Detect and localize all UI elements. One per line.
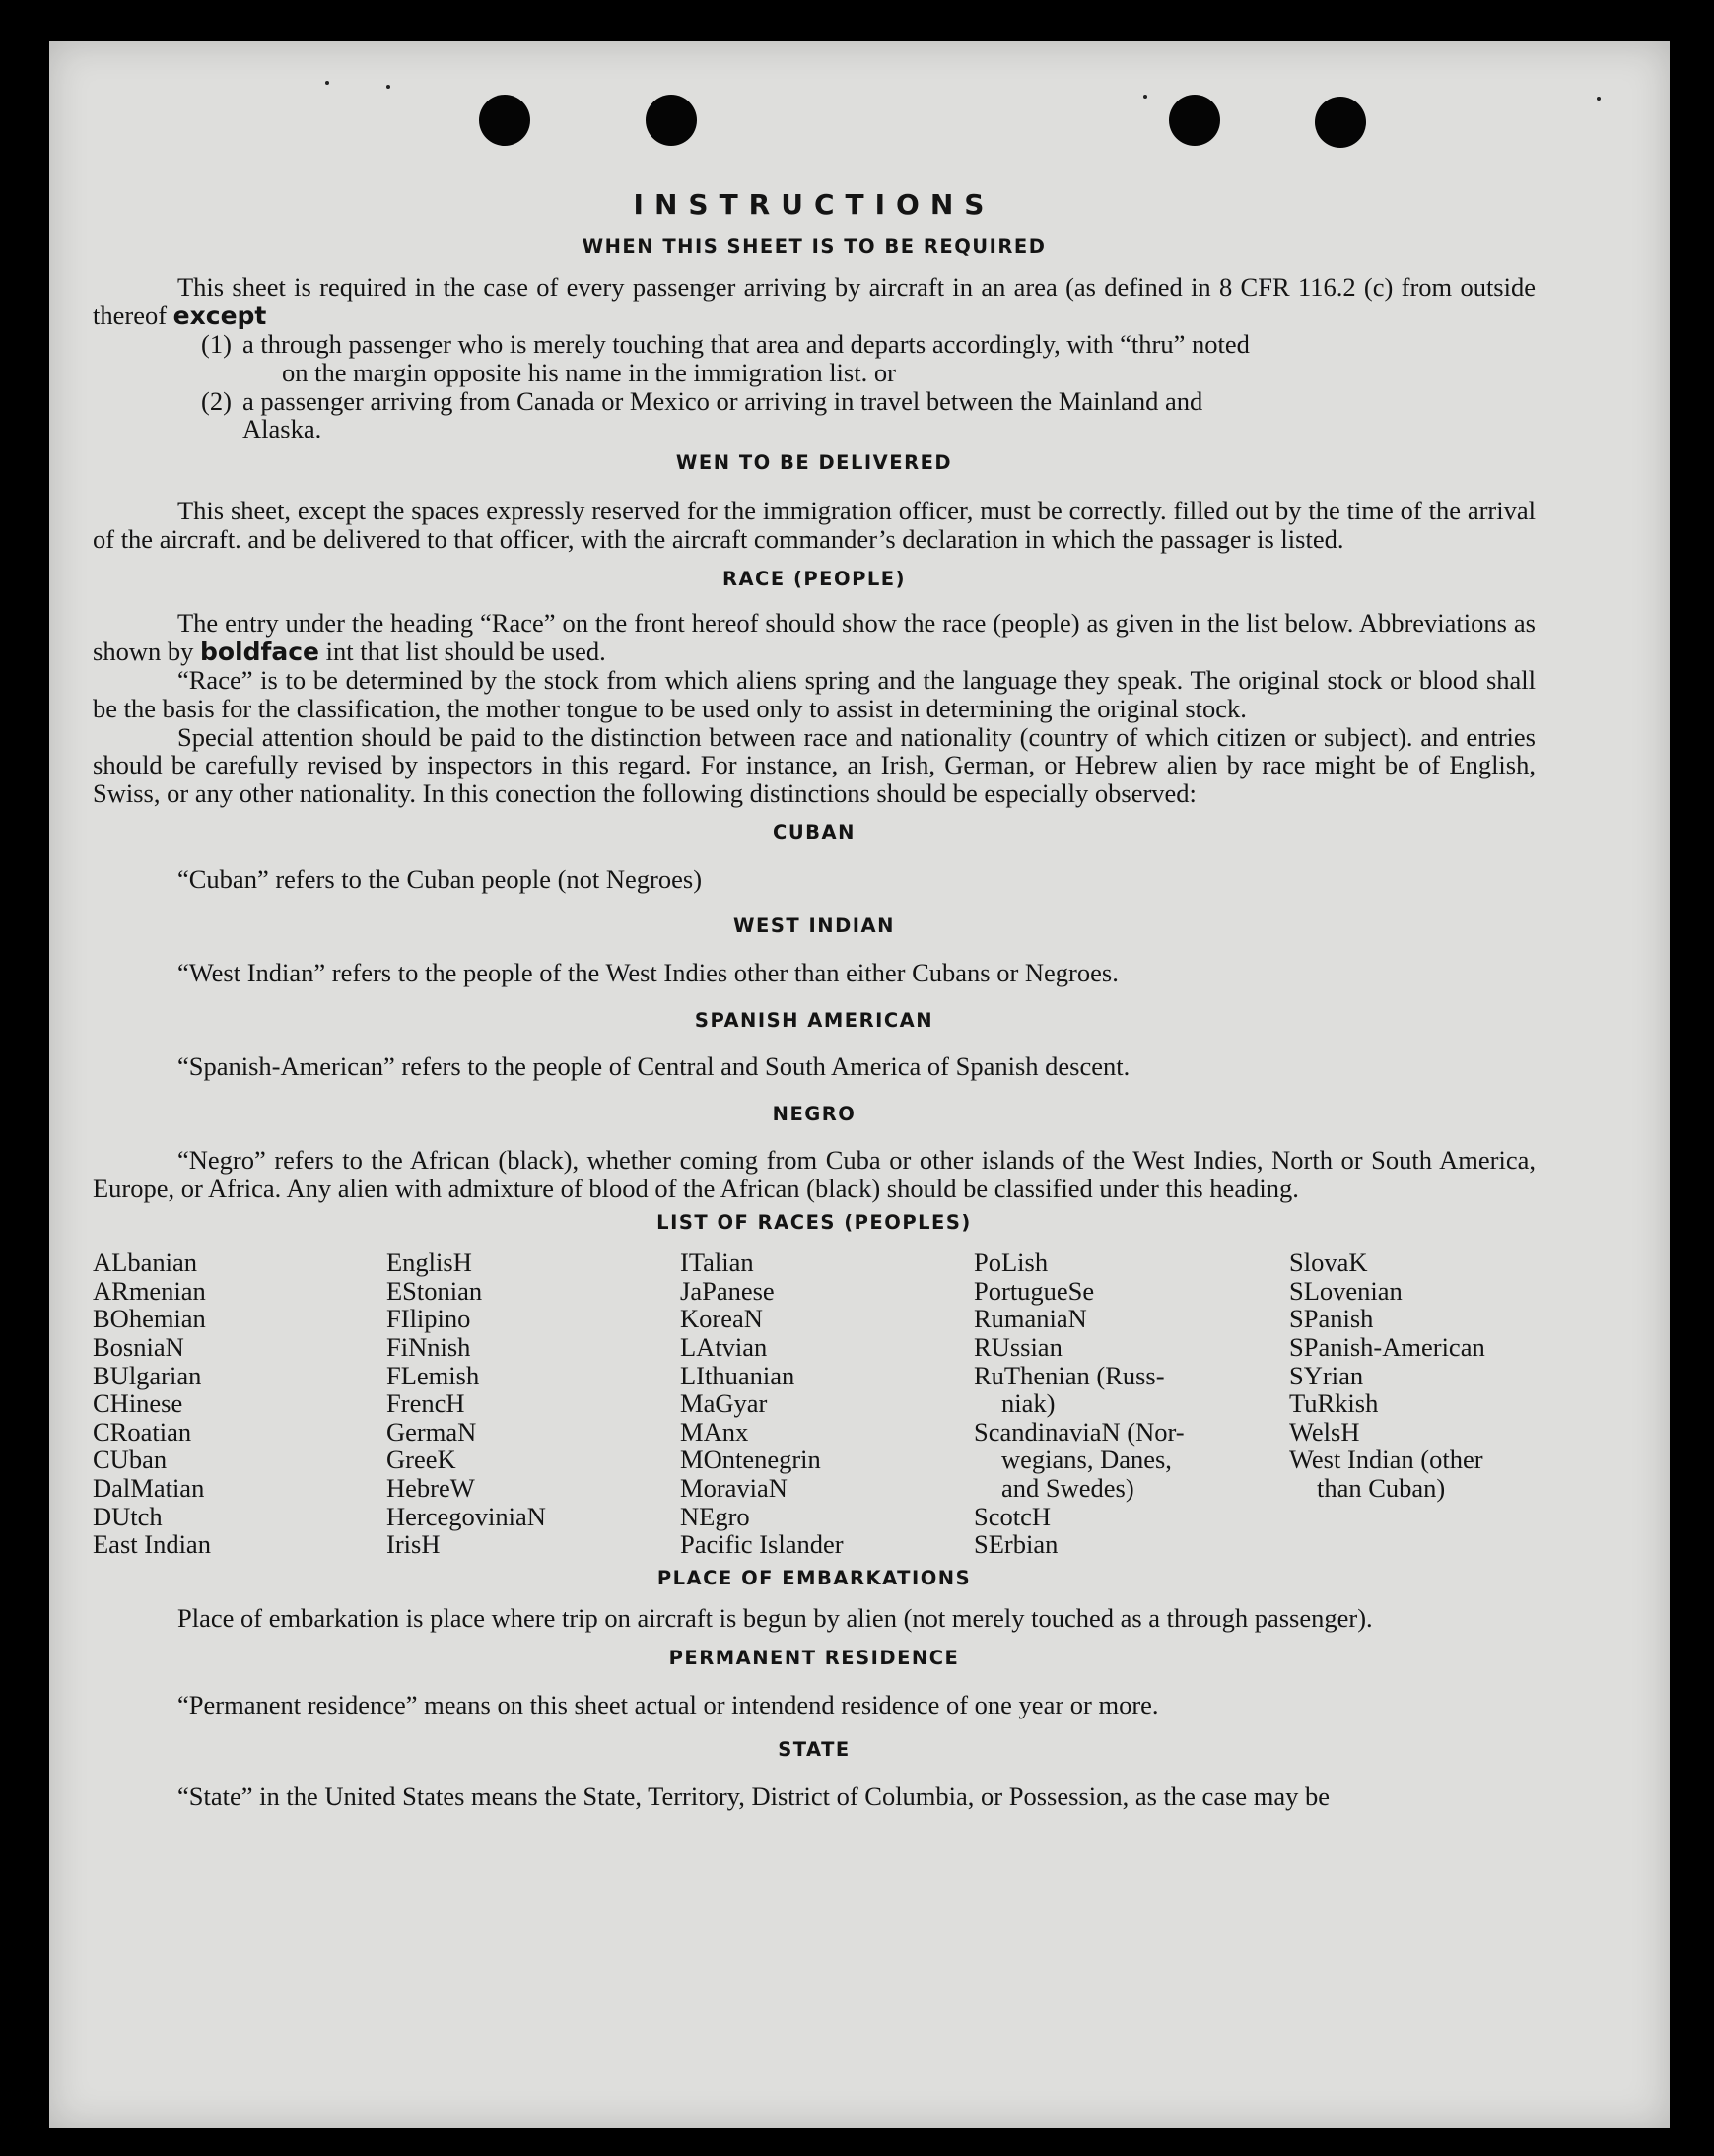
paragraph-west-indian: “West Indian” refers to the people of the West Indies other than either Cubans or Negroes. [177,958,1119,988]
race-item: TuRkish [1289,1388,1379,1419]
race-item: FrencH [386,1388,465,1419]
document-page [49,41,1670,2128]
race-item: HercegoviniaN [386,1501,546,1531]
races-list [93,1248,1536,1559]
races-column-4 [974,1248,1289,1559]
race-item: RumaniaN [974,1304,1087,1334]
race-item: BUlgarian [93,1360,202,1390]
race-item: and Swedes) [1001,1472,1134,1503]
races-column-2 [386,1248,680,1559]
race-item: FLemish [386,1360,480,1390]
race-item: HebreW [386,1472,475,1503]
race-item: MaGyar [680,1388,768,1419]
paragraph-race-2: “Race” is to be determined by the stock from which aliens spring and the language they speak. The original stock or blood shall be the basis for the classification, the mother tongue to be used only to assist in determining the original stock. [93,665,1536,723]
race-item: FIlipino [386,1304,471,1334]
race-item: MoraviaN [680,1472,788,1503]
paragraph-negro: “Negro” refers to the African (black), whether coming from Cuba or other islands of the West Indies, North or South America, Europe, or Africa. Any alien with admixture of blood of the African (black) should be classified under this heading. [93,1145,1536,1204]
paragraph-state: “State” in the United States means the State, Territory, District of Columbia, or Possession, as the case may be [177,1781,1331,1811]
race-item: PoLish [974,1247,1049,1278]
race-item: East Indian [93,1529,211,1560]
section-heading-negro: NEGRO [772,1102,857,1125]
race-item: GreeK [386,1445,456,1475]
section-heading-cuban: CUBAN [773,821,856,844]
section-heading-list-of-races: LIST OF RACES (PEOPLES) [656,1210,972,1234]
list-item-2: (2) a passenger arriving from Canada or Mexico or arriving in travel between the Mainland and Alaska. [201,385,1203,444]
race-item: BosniaN [93,1332,184,1362]
races-column-1 [93,1248,386,1559]
paragraph-cuban: “Cuban” refers to the Cuban people (not Negroes) [177,863,703,894]
section-heading-spanish-american: SPANISH AMERICAN [694,1008,934,1032]
race-item: DUtch [93,1501,163,1531]
race-item: ARmenian [93,1275,206,1306]
races-column-3 [680,1248,974,1559]
race-item: NEgro [680,1501,750,1531]
race-item: Pacific Islander [680,1529,844,1560]
paragraph-delivered: This sheet, except the spaces expressly reserved for the immigration officer, must be correctly. filled out by the time of the arrival of the aircraft. and be delivered to that officer, with the aircraft commander’s declaration in which the passager is listed. [93,496,1536,554]
paragraph-required: This sheet is required in the case of every passenger arriving by aircraft in an area (as defined in 8 CFR 116.2 (c) from outside thereof except [93,272,1536,330]
race-item: IrisH [386,1529,441,1560]
section-heading-delivered: WEN TO BE DELIVERED [675,450,953,474]
race-item: ALbanian [93,1247,197,1278]
section-heading-race: RACE (PEOPLE) [721,567,907,590]
race-item: LIthuanian [680,1360,795,1390]
race-item: JaPanese [680,1275,775,1306]
punch-hole [1169,95,1220,146]
paragraph-residence: “Permanent residence” means on this sheet actual or intendend residence of one year or more. [177,1689,1159,1719]
speck [1597,97,1601,101]
list-item-1: (1) a through passenger who is merely touching that area and departs accordingly, with “thru” noted on the margin opposite his name in the immigration list. or [201,329,1250,387]
race-item: WelsH [1289,1416,1360,1447]
race-item: RUssian [974,1332,1063,1362]
race-item: ScotcH [974,1501,1052,1531]
section-heading-embarkation: PLACE OF EMBARKATIONS [656,1566,972,1589]
race-item: niak) [1001,1388,1056,1419]
race-item: EnglisH [386,1247,472,1278]
race-item: EStonian [386,1275,483,1306]
race-item: ITalian [680,1247,754,1278]
speck [386,85,390,89]
race-item: SPanish-American [1289,1332,1485,1362]
race-item: wegians, Danes, [1001,1445,1172,1475]
punch-hole [1315,97,1366,148]
race-item: SLovenian [1289,1275,1403,1306]
race-item: SlovaK [1289,1247,1368,1278]
race-item: CRoatian [93,1416,192,1447]
race-item: GermaN [386,1416,477,1447]
race-item: MOntenegrin [680,1445,821,1475]
race-item: West Indian (other [1289,1445,1483,1475]
race-item: RuThenian (Russ- [974,1360,1165,1390]
race-item: SYrian [1289,1360,1364,1390]
instructions-text [93,187,1536,1810]
race-item: PortugueSe [974,1275,1095,1306]
section-heading-when-required: WHEN THIS SHEET IS TO BE REQUIRED [582,235,1047,258]
speck [325,81,329,85]
race-item: FiNnish [386,1332,471,1362]
race-item: CHinese [93,1388,183,1419]
race-item: ScandinaviaN (Nor- [974,1416,1185,1447]
section-heading-residence: PERMANENT RESIDENCE [668,1646,960,1669]
punch-hole [646,95,697,146]
race-item: DalMatian [93,1472,205,1503]
race-item: MAnx [680,1416,749,1447]
speck [1143,95,1147,99]
paragraph-embarkation: Place of embarkation is place where trip on aircraft is begun by alien (not merely touched as a through passenger). [177,1603,1373,1634]
paragraph-spanish-american: “Spanish-American” refers to the people of Central and South America of Spanish descent. [177,1051,1131,1082]
race-item: than Cuban) [1317,1472,1446,1503]
race-item: CUban [93,1445,168,1475]
race-item: KoreaN [680,1304,763,1334]
race-item: BOhemian [93,1304,206,1334]
section-heading-west-indian: WEST INDIAN [733,914,895,938]
punch-hole [479,95,530,146]
section-heading-state: STATE [778,1738,851,1762]
race-item: SPanish [1289,1304,1374,1334]
race-item: LAtvian [680,1332,768,1362]
paragraph-race-3: Special attention should be paid to the distinction between race and nationality (country of which citizen or subject). and entries should be carefully revised by inspectors in this regard. For instance, an Irish, German, or Hebrew alien by race might be of English, Swiss, or any other nationality. In this conection the following distinctions should be especially observed: [93,721,1536,808]
race-item: SErbian [974,1529,1059,1560]
page-title: INSTRUCTIONS [633,188,995,221]
paragraph-race-1: The entry under the heading “Race” on the front hereof should show the race (people) as given in the list below. Abbreviations as shown by boldface int that list should be used. [93,608,1536,666]
races-column-5 [1289,1248,1536,1559]
